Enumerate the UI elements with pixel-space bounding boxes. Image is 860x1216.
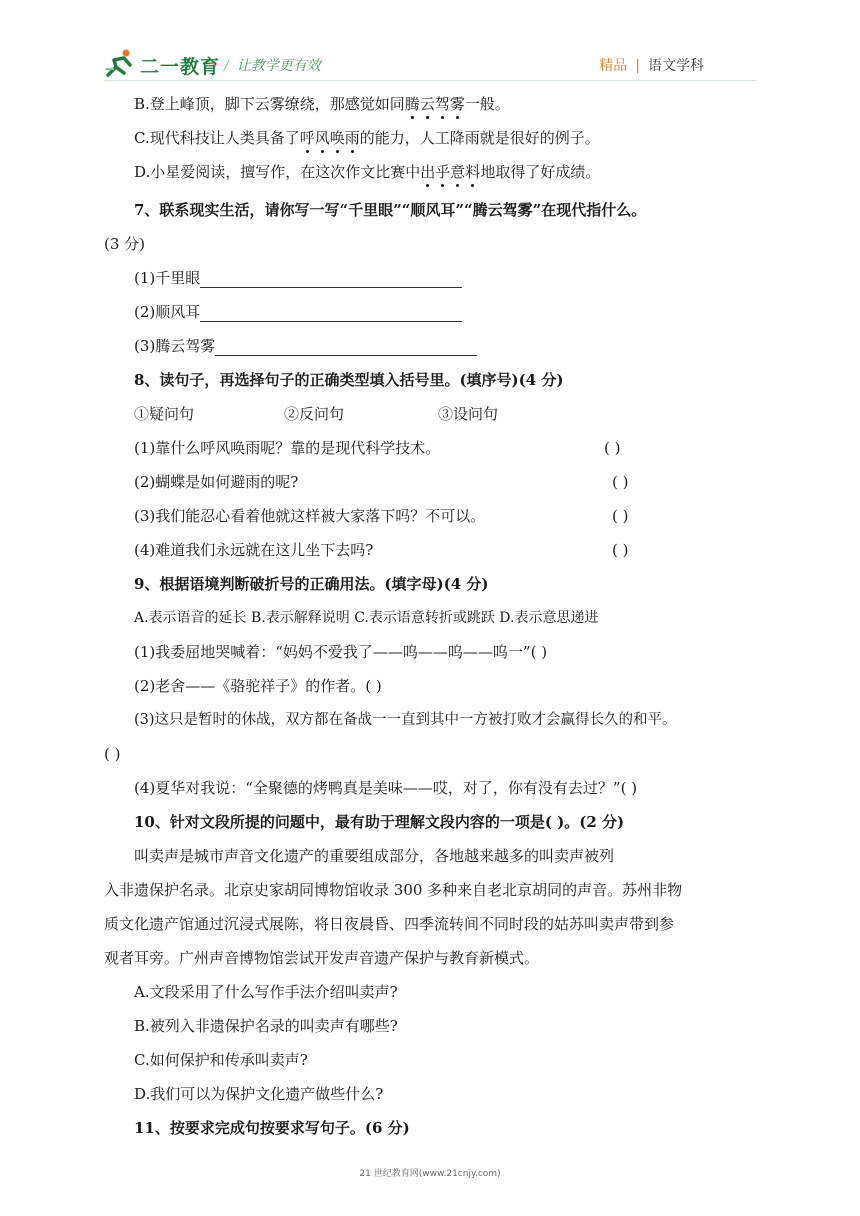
passage-line-1: 叫卖声是城市声音文化遗产的重要组成部分，各地越来越多的叫卖声被列 (134, 847, 615, 865)
q9-title: 9、根据语境判断破折号的正确用法。(填字母)(4 分) (134, 575, 489, 593)
slogan-separator: / (224, 58, 229, 74)
dotted-char: 驾 (434, 95, 450, 113)
q6-option-d-tail: 地取得了好成绩。 (480, 163, 601, 181)
q7-item-2 (134, 302, 462, 322)
answer-blank[interactable] (200, 307, 462, 322)
q7-item-3 (134, 336, 477, 356)
slogan-text: 让教学更有效 (236, 58, 321, 74)
dotted-char: 雾 (449, 95, 465, 113)
page-footer: 21 世纪教育网(www.21cnjy.com) (359, 1169, 501, 1179)
q8-item-3: (3)我们能忍心看着他就这样被大家落下吗？不可以。 (134, 507, 486, 525)
dotted-char: 腾 (404, 95, 420, 113)
answer-paren[interactable]: ( ) (604, 439, 621, 457)
q9-item-4: (4)夏华对我说：“全聚德的烤鸭真是美味——哎，对了，你有没有去过？”( ) (134, 779, 638, 797)
q8-item-2: (2)蝴蝶是如何避雨的呢? (134, 473, 299, 491)
q7-item-1-label: (1)千里眼 (134, 269, 201, 287)
q10-option-d: D.我们可以为保护文化遗产做些什么? (134, 1085, 384, 1103)
running-figure-icon (104, 47, 136, 79)
header-divider (104, 80, 756, 81)
tag-separator: | (635, 58, 640, 74)
q6-option-b-tail: 一般。 (464, 95, 510, 113)
q9-item-3: (3)这只是暂时的休战，双方都在备战一一直到其中一方被打败才会赢得长久的和平。 (134, 712, 677, 728)
dotted-char: 呼 (299, 129, 315, 147)
q10-title: 10、针对文段所提的问题中，最有助于理解文段内容的一项是( )。(2 分) (134, 813, 625, 831)
q6-option-c-tail: 的能力，人工降雨就是很好的例子。 (359, 129, 600, 147)
passage-line-3: 质文化遗产馆通过沉浸式展陈，将日夜晨昏、四季流转间不同时段的姑苏叫卖声带到参 (104, 915, 675, 933)
dotted-char: 意 (450, 163, 466, 181)
answer-blank[interactable] (215, 341, 477, 356)
q6-option-d-dotted (420, 163, 480, 181)
dotted-char: 风 (314, 129, 330, 147)
answer-paren[interactable]: ( ) (612, 473, 629, 491)
page-header (0, 0, 860, 90)
dotted-char: 云 (419, 95, 435, 113)
q6-option-b-dotted (405, 95, 465, 113)
q11-title: 11、按要求完成句按要求写句子。(6 分) (134, 1119, 410, 1137)
q8-item-1: (1)靠什么呼风唤雨呢？靠的是现代科学技术。 (134, 439, 441, 457)
q6-option-b-text: B.登上峰顶，脚下云雾缭绕，那感觉如同 (134, 95, 405, 113)
dotted-char: 料 (465, 163, 481, 181)
q8-option-2: ②反问句 (284, 405, 345, 423)
q10-option-b: B.被列入非遗保护名录的叫卖声有哪些? (134, 1017, 398, 1035)
q8-option-1: ①疑问句 (134, 405, 195, 423)
q9-item-2: (2)老舍——《骆驼祥子》的作者。( ) (134, 677, 382, 695)
q10-option-c: C.如何保护和传承叫卖声? (134, 1051, 308, 1069)
slogan (224, 55, 321, 75)
q7-item-2-label: (2)顺风耳 (134, 303, 201, 321)
q8-item-4: (4)难道我们永远就在这儿坐下去吗? (134, 541, 374, 559)
answer-blank[interactable] (200, 273, 462, 288)
q10-option-a: A.文段采用了什么写作手法介绍叫卖声? (134, 983, 398, 1001)
passage-line-4: 观者耳旁。广州声音博物馆尝试开发声音遗产保护与教育新模式。 (104, 949, 540, 967)
q6-option-c-text: C.现代科技让人类具备了 (134, 129, 300, 147)
q7-item-3-label: (3)腾云驾雾 (134, 337, 216, 355)
q8-option-3: ③设问句 (438, 405, 499, 423)
q7-item-1 (134, 268, 462, 288)
q6-option-b (134, 94, 510, 114)
dotted-char: 唤 (329, 129, 345, 147)
answer-paren[interactable]: ( ) (612, 541, 629, 559)
brand-tag (599, 55, 704, 75)
quality-tag: 精品 (599, 58, 628, 74)
q6-option-c (134, 128, 600, 148)
q9-item-3-paren[interactable]: ( ) (104, 745, 121, 763)
dotted-char: 乎 (435, 163, 451, 181)
answer-paren[interactable]: ( ) (612, 507, 629, 525)
q6-option-d-text: D.小星爱阅读，擅写作，在这次作文比赛中 (134, 163, 421, 181)
q6-option-c-dotted (300, 129, 360, 147)
q9-options: A.表示语音的延长 B.表示解释说明 C.表示语意转折或跳跃 D.表示意思递进 (134, 610, 599, 626)
q8-title: 8、读句子，再选择句子的正确类型填入括号里。(填序号)(4 分) (134, 371, 564, 389)
passage-line-2: 入非遗保护名录。北京史家胡同博物馆收录 300 多种来自老北京胡同的声音。苏州非物 (104, 881, 683, 899)
q6-option-d (134, 162, 600, 182)
q7-title: 7、联系现实生活，请你写一写“千里眼”“顺风耳”“腾云驾雾”在现代指什么。 (134, 201, 647, 219)
q7-score: (3 分) (104, 235, 146, 253)
logo-text: 二一教育 (140, 56, 221, 78)
q9-item-1: (1)我委屈地哭喊着：“妈妈不爱我了——呜——呜——呜一”( ) (134, 643, 548, 661)
dotted-char: 出 (420, 163, 436, 181)
subject-label: 语文学科 (648, 58, 704, 74)
dotted-char: 雨 (344, 129, 360, 147)
